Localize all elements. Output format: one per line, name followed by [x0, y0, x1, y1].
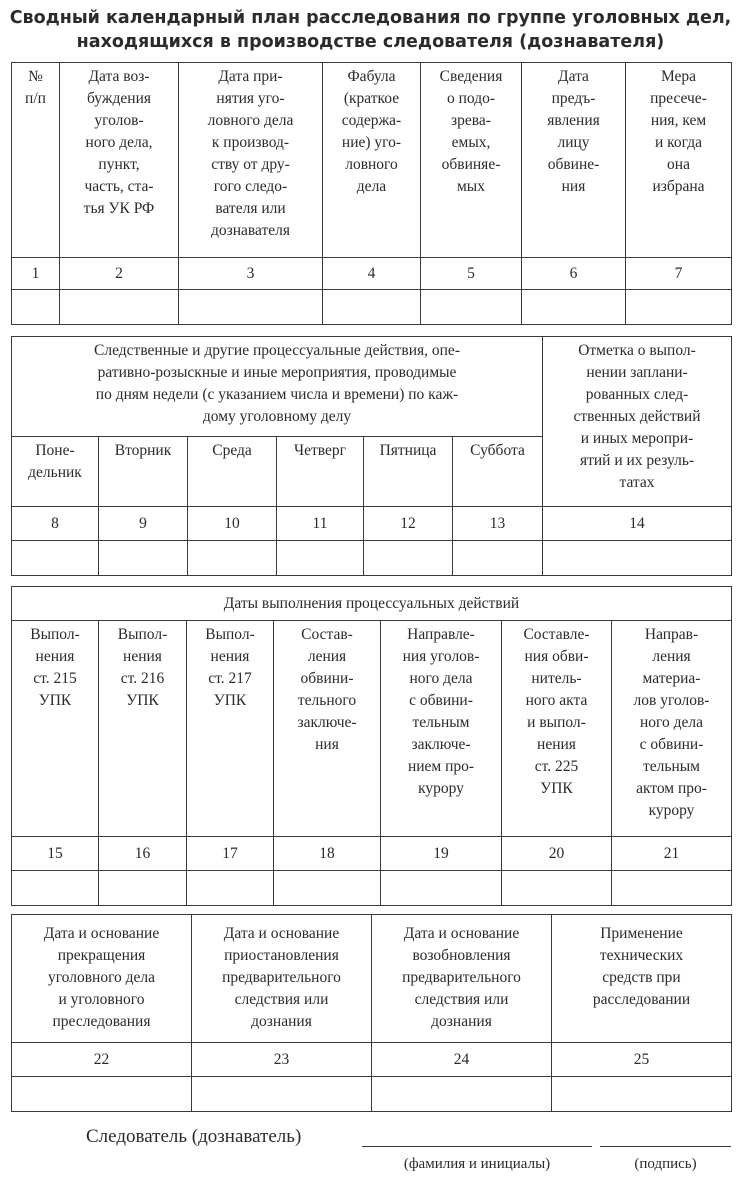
t1-head-3: Дата при- нятия уго- ловного дела к производ- ству от дру- гого следо- вателя или дознавателя: [179, 63, 323, 258]
title-line-2: находящихся в производстве следователя (дознавателя): [76, 32, 665, 52]
t2-blank-cell: [188, 541, 277, 576]
t4-head-23: Дата и основание приостановления предварительного следствия или дознания: [192, 915, 372, 1043]
table3-group-row: [12, 587, 732, 621]
sign-caption: (подпись): [634, 1156, 697, 1172]
title-line-1: Сводный календарный план расследования по группе уголовных дел,: [9, 8, 732, 28]
t3-num-18: 18: [274, 837, 381, 871]
t4-head-25: Применение технических средств при расследовании: [552, 915, 732, 1043]
table4-number-row: [12, 1043, 732, 1077]
table1-number-row: [12, 258, 732, 290]
t1-num-6: 6: [522, 258, 626, 290]
t2-num-13: 13: [453, 507, 543, 541]
t2-day-tuesday: Вторник: [99, 437, 188, 507]
t2-blank-cell: [277, 541, 364, 576]
t2-num-8: 8: [12, 507, 99, 541]
table4-blank-row: [12, 1077, 732, 1112]
t1-num-3: 3: [179, 258, 323, 290]
t3-blank-cell: [99, 871, 187, 906]
t2-blank-cell: [543, 541, 732, 576]
t1-blank-cell: [522, 290, 626, 325]
t3-num-15: 15: [12, 837, 99, 871]
t1-num-2: 2: [60, 258, 179, 290]
table2-blank-row: [12, 541, 732, 576]
t3-num-19: 19: [381, 837, 502, 871]
t3-head-19: Направле- ния уголов- ного дела с обвини- тельным заключе- нием про- курору: [381, 621, 502, 837]
plan-table-2: [11, 336, 732, 576]
t1-head-2: Дата воз- буждения уголов- ного дела, пункт, часть, ста- тья УК РФ: [60, 63, 179, 258]
t3-head-21: Направ- ления материа- лов уголов- ного дела с обвини- тельным актом про- курору: [612, 621, 732, 837]
t3-num-20: 20: [502, 837, 612, 871]
t3-blank-cell: [274, 871, 381, 906]
t2-day-thursday: Четверг: [277, 437, 364, 507]
t3-head-16: Выпол- нения ст. 216 УПК: [99, 621, 187, 837]
table4-header-row: [12, 915, 732, 1043]
t2-day-friday: Пятница: [364, 437, 453, 507]
table3-blank-row: [12, 871, 732, 906]
t4-blank-cell: [552, 1077, 732, 1112]
t3-num-21: 21: [612, 837, 732, 871]
t3-num-16: 16: [99, 837, 187, 871]
t2-mark-header: Отметка о выпол- нении заплани- рованных след- ственных действий и иных меропри- ятий и их резуль- татах: [543, 337, 732, 507]
table3-number-row: [12, 837, 732, 871]
t1-blank-cell: [12, 290, 60, 325]
t1-blank-cell: [323, 290, 421, 325]
t4-num-25: 25: [552, 1043, 732, 1077]
t3-head-17: Выпол- нения ст. 217 УПК: [187, 621, 274, 837]
t3-blank-cell: [612, 871, 732, 906]
t1-blank-cell: [60, 290, 179, 325]
table1-header-row: [12, 63, 732, 258]
t4-blank-cell: [192, 1077, 372, 1112]
sign-signature-line[interactable]: [600, 1146, 731, 1147]
t1-num-1: 1: [12, 258, 60, 290]
t3-num-17: 17: [187, 837, 274, 871]
t1-head-1: № п/п: [12, 63, 60, 258]
t2-num-11: 11: [277, 507, 364, 541]
t2-num-12: 12: [364, 507, 453, 541]
table2-group-row: [12, 337, 732, 437]
plan-table-1: [11, 62, 732, 325]
t1-blank-cell: [626, 290, 732, 325]
t2-blank-cell: [12, 541, 99, 576]
t2-day-wednesday: Среда: [188, 437, 277, 507]
t1-num-5: 5: [421, 258, 522, 290]
table3-header-row: [12, 621, 732, 837]
name-caption: (фамилия и инициалы): [403, 1156, 551, 1172]
name-signature-line[interactable]: [362, 1146, 592, 1147]
t1-head-6: Дата предъ- явления лицу обвине- ния: [522, 63, 626, 258]
page-title: [0, 6, 741, 54]
t1-head-7: Мера пресече- ния, кем и когда она избрана: [626, 63, 732, 258]
t2-num-14: 14: [543, 507, 732, 541]
t3-head-15: Выпол- нения ст. 215 УПК: [12, 621, 99, 837]
t4-head-24: Дата и основание возобновления предварительного следствия или дознания: [372, 915, 552, 1043]
t4-num-22: 22: [12, 1043, 192, 1077]
t2-day-monday: Поне- дельник: [12, 437, 99, 507]
t3-group-header: Даты выполнения процессуальных действий: [12, 587, 732, 621]
t4-num-24: 24: [372, 1043, 552, 1077]
t2-num-10: 10: [188, 507, 277, 541]
t4-head-22: Дата и основание прекращения уголовного дела и уголовного преследования: [12, 915, 192, 1043]
t1-num-7: 7: [626, 258, 732, 290]
t1-head-5: Сведения о подо- зрева- емых, обвиняе- мых: [421, 63, 522, 258]
t1-head-4: Фабула (краткое содержа- ние) уго- ловного дела: [323, 63, 421, 258]
t1-blank-cell: [179, 290, 323, 325]
t1-blank-cell: [421, 290, 522, 325]
t3-blank-cell: [12, 871, 99, 906]
t2-blank-cell: [453, 541, 543, 576]
t3-blank-cell: [381, 871, 502, 906]
plan-table-3: [11, 586, 732, 906]
t4-blank-cell: [12, 1077, 192, 1112]
t4-blank-cell: [372, 1077, 552, 1112]
t2-day-saturday: Суббота: [453, 437, 543, 507]
t1-num-4: 4: [323, 258, 421, 290]
t3-blank-cell: [502, 871, 612, 906]
table1-blank-row: [12, 290, 732, 325]
t2-blank-cell: [364, 541, 453, 576]
signature-label: Следователь (дознаватель): [86, 1126, 302, 1147]
t2-num-9: 9: [99, 507, 188, 541]
table2-number-row: [12, 507, 732, 541]
t4-num-23: 23: [192, 1043, 372, 1077]
t2-blank-cell: [99, 541, 188, 576]
t3-blank-cell: [187, 871, 274, 906]
t3-head-18: Состав- ления обвини- тельного заключе- ния: [274, 621, 381, 837]
t2-group-header: Следственные и другие процессуальные действия, опе- ративно-розыскные и иные мероприятия, проводимые по дням недели (с указанием числа и времени) по каж- дому уголовному делу: [12, 337, 543, 437]
t3-head-20: Составле- ния обви- нитель- ного акта и выпол- нения ст. 225 УПК: [502, 621, 612, 837]
plan-table-4: [11, 914, 732, 1112]
